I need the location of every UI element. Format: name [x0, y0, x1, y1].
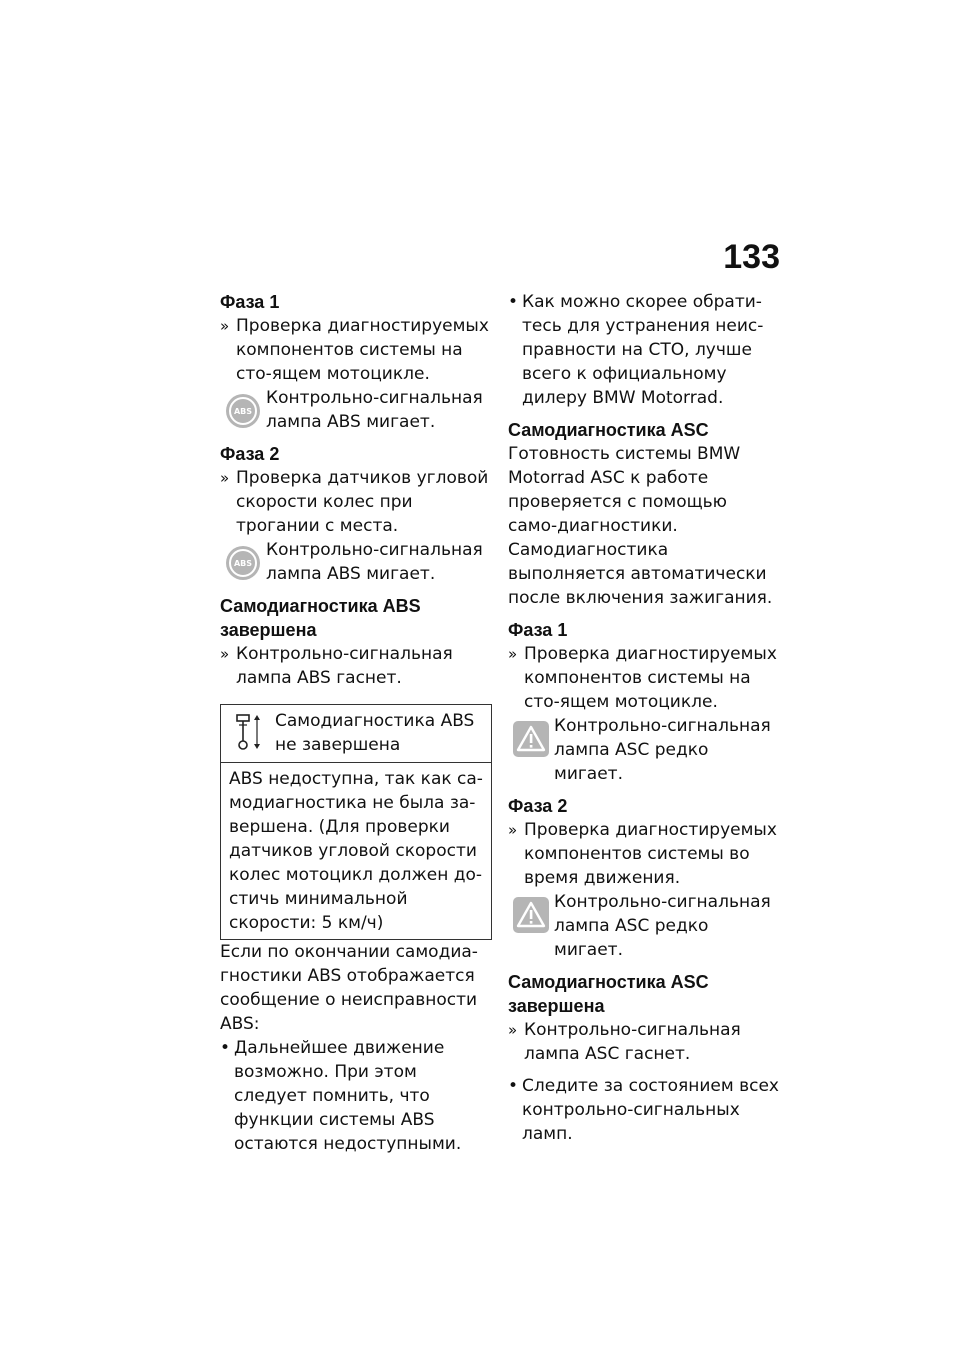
bullet-contact-dealer-text: Как можно скорее обрати-тесь для устранения неис-правности на СТО, лучше всего к официальному дилеру BMW Motorrad.: [522, 292, 764, 408]
asc-phase2-heading: Фаза 2: [508, 796, 568, 816]
bullet-marker: •: [220, 1038, 231, 1058]
notice-title: Самодиагностика ABS не завершена: [275, 711, 475, 755]
asc-done-heading: Самодиагностика ASC завершена: [508, 972, 709, 1016]
phase2-heading: Фаза 2: [220, 444, 280, 464]
asc-phase1-step: [508, 642, 780, 714]
svg-text:ABS: ABS: [233, 407, 253, 416]
asc-phase1-step-text: Проверка диагностируемых компонентов системы на сто-ящем мотоцикле.: [524, 644, 777, 712]
stand-gauge-icon: [235, 711, 263, 753]
abs-warning-lamp-icon: [224, 392, 262, 430]
bullet-watch-lamps: [508, 1074, 780, 1146]
right-column: [508, 290, 780, 1146]
phase2-step-text: Проверка датчиков угловой скорости колес при трогании с места.: [236, 468, 489, 536]
step-marker: »: [220, 317, 230, 335]
bullet-continue-driving-text: Дальнейшее движение возможно. При этом следует помнить, что функции системы ABS остаются недоступными.: [234, 1038, 462, 1154]
bullet-contact-dealer: [508, 290, 780, 410]
phase1-heading: Фаза 1: [220, 292, 280, 312]
asc-phase2-step-text: Проверка диагностируемых компонентов системы во время движения.: [524, 820, 777, 888]
asc-phase1-lamp-text: Контрольно-сигнальная лампа ASC редко мигает.: [554, 716, 771, 784]
asc-intro: Готовность системы BMW Motorrad ASC к работе проверяется с помощью само-диагностики. Самодиагностика выполняется автоматически после включения зажигания.: [508, 444, 773, 608]
asc-phase1-heading: Фаза 1: [508, 620, 568, 640]
notice-header: [221, 705, 491, 763]
phase1-step-text: Проверка диагностируемых компонентов системы на сто-ящем мотоцикле.: [236, 316, 489, 384]
asc-heading: Самодиагностика ASC: [508, 420, 709, 440]
step-marker: »: [508, 645, 518, 663]
step-marker: »: [220, 469, 230, 487]
notice-body: ABS недоступна, так как са-модиагностика не была за-вершена. (Для проверки датчиков угловой скорости колес мотоцикл должен до-стичь минимальной скорости: 5 км/ч): [229, 769, 483, 933]
step-marker: »: [508, 821, 518, 839]
page-number: 133: [723, 238, 780, 276]
bullet-marker: •: [508, 292, 519, 312]
left-column: [220, 290, 492, 1156]
svg-text:ABS: ABS: [233, 559, 253, 568]
asc-done-step-text: Контрольно-сигнальная лампа ASC гаснет.: [524, 1020, 741, 1064]
abs-lamp-row-2: [220, 538, 492, 586]
notice-box: [220, 704, 492, 940]
asc-lamp-row-1: [508, 714, 780, 786]
bullet-watch-lamps-text: Следите за состоянием всех контрольно-сигнальных ламп.: [522, 1076, 779, 1144]
abs-lamp-row-1: [220, 386, 492, 434]
step-marker: »: [508, 1021, 518, 1039]
asc-phase2-lamp-text: Контрольно-сигнальная лампа ASC редко мигает.: [554, 892, 771, 960]
asc-lamp-row-2: [508, 890, 780, 962]
phase2-lamp-text: Контрольно-сигнальная лампа ABS мигает.: [266, 540, 483, 584]
asc-phase2-step: [508, 818, 780, 890]
phase1-step: [220, 314, 492, 386]
abs-done-heading: Самодиагностика ABS завершена: [220, 596, 421, 640]
abs-done-step: [220, 642, 492, 690]
after-notice-text: Если по окончании самодиа-гностики ABS отображается сообщение о неисправности ABS:: [220, 942, 478, 1034]
abs-warning-lamp-icon: [224, 544, 262, 582]
bullet-continue-driving: [220, 1036, 492, 1156]
asc-warning-lamp-icon: [512, 720, 550, 758]
asc-warning-lamp-icon: [512, 896, 550, 934]
phase2-step: [220, 466, 492, 538]
phase1-lamp-text: Контрольно-сигнальная лампа ABS мигает.: [266, 388, 483, 432]
step-marker: »: [220, 645, 230, 663]
asc-done-step: [508, 1018, 780, 1066]
abs-done-step-text: Контрольно-сигнальная лампа ABS гаснет.: [236, 644, 453, 688]
bullet-marker: •: [508, 1076, 519, 1096]
